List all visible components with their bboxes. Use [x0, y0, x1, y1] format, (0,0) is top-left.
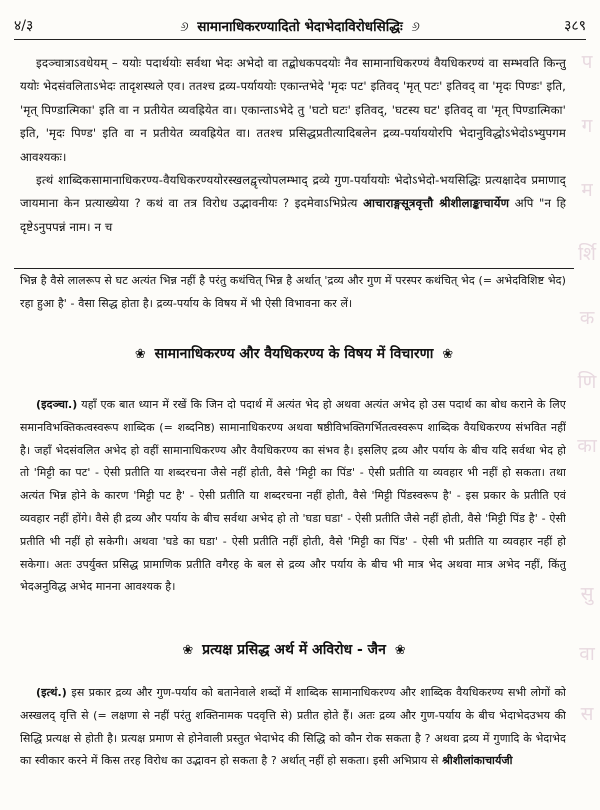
- running-title: [84, 17, 516, 35]
- page-number: ३८९: [564, 18, 586, 34]
- section-heading-1: [14, 344, 574, 363]
- right-ornament-icon: ୬: [411, 19, 420, 35]
- sanskrit-text: इत्थं शाब्दिकसामानाधिकरण्य-वैयधिकरण्ययोरस्खलद्वृत्त्योपलम्भाद् द्रव्ये गुण-पर्याययोः भेदोऽभेदो-भयसिद्धिः प्रत्यक्षादेव प्रमाणाद् जायमाना केन प्रत्याख्येया ? कथं वा तत्र विरोध उद्भावनीयः ? इदमेवाऽभिप्रेत्य: [20, 173, 566, 211]
- side-char: सु: [580, 583, 594, 605]
- paragraph-label: (इत्थं.): [36, 686, 67, 699]
- hindi-body: यहाँ एक बात ध्यान में रखें कि जिन दो पदार्थ में अत्यंत भेद हो अथवा अत्यंत अभेद हो उस पदार्थ का बोध कराने के लिए समानविभक्तिकत्वस्वरूप शाब्दिक (= शब्दनिष्ठ) सामानाधिकरण्य अथवा षष्ठीविभक्तिगर्भितत्वस्वरूप शाब्दिक वैयधिकरण्य संभवित नहीं है। जहाँ भेदसंवलित अभेद हो वहीं सामानाधिकरण्य और वैयधिकरण्य का संभव है। इसलिए द्रव्य और पर्याय के बीच यदि सर्वथा भेद हो तो 'मिट्टी का पट' - ऐसी प्रतीति या शब्दरचना जैसे नहीं होती, वैसे 'मिट्टी का पिंड' - ऐसी प्रतीति या व्यवहार भी नहीं हो सकता। तथा अत्यंत भिन्न होने के कारण 'मिट्टी पट है' - ऐसी प्रतीति या शब्दरचना नहीं होती, वैसे 'मिट्टी पिंडस्वरूप है' - इस प्रकार के प्रतीति एवं व्यवहार नहीं होंगे। वैसे ही द्रव्य और पर्याय के बीच सर्वथा अभेद हो तो 'घडा घडा' - ऐसी प्रतीति जैसे नहीं होती, वैसे 'मिट्टी पिंड है' - ऐसी प्रतीति भी नहीं हो सकेगी। अथवा 'घडे का घडा' - ऐसी प्रतीति नहीं होती, वैसे 'मिट्टी का पिंड' - ऐसी भी प्रतीति या व्यवहार नहीं हो सकेगा। अतः उपर्युक्त प्रसिद्ध प्रामाणिक प्रतीति वगैरह के बल से द्रव्य और पर्याय के बीच भी मात्र भेद अथवा मात्र अभेद नहीं, किंतु भेदअनुविद्ध अभेद मानना आवश्यक है।: [20, 398, 566, 594]
- flower-icon: ❀: [182, 643, 194, 658]
- flower-icon: ❀: [394, 643, 406, 658]
- left-ornament-icon: ୬: [180, 19, 189, 35]
- sanskrit-paragraph: [20, 169, 566, 239]
- side-ornament-top: [574, 48, 600, 458]
- side-char: का: [577, 435, 597, 457]
- side-char: क: [579, 307, 595, 329]
- hindi-text: [20, 682, 566, 773]
- flower-icon: ❀: [442, 347, 454, 362]
- hindi-text: [20, 394, 566, 599]
- side-char: र्शि: [578, 243, 596, 265]
- side-char: म: [581, 179, 593, 201]
- side-char: स: [580, 703, 594, 725]
- side-char: वा: [579, 643, 595, 665]
- section-divider: [14, 268, 574, 269]
- sanskrit-text: अपि "न हि दृष्टेऽनुपपन्नं नाम। न च: [20, 196, 566, 234]
- hindi-paragraph-3: [20, 682, 566, 773]
- citation-bold: आचाराङ्गसूत्रवृत्तौ श्रीशीलाङ्काचार्येण: [363, 196, 510, 211]
- section-number: ४/३: [14, 18, 34, 34]
- sanskrit-commentary: [20, 52, 566, 239]
- hindi-body: इस प्रकार द्रव्य और गुण-पर्याय को बतानेवाले शब्दों में शाब्दिक सामानाधिकरण्य और शाब्दिक वैयधिकरण्य सभी लोगों को अस्खलद् वृत्ति से (= लक्षणा से नहीं परंतु शक्तिनामक पदवृत्ति से) प्रतीत होते हैं। अतः द्रव्य और गुण-पर्याय के बीच भेदाभेदउभय की सिद्धि प्रत्यक्ष से होती है। प्रत्यक्ष प्रमाण से होनेवाली प्रस्तुत भेदाभेद की सिद्धि को कौन रोक सकता है ? अथवा द्रव्य में गुणादि के भेदाभेद का स्वीकार करने में किस तरह विरोध का उद्भावन हो सकता है ? अर्थात् नहीं हो सकता। इसी अभिप्राय से: [20, 686, 566, 768]
- sanskrit-paragraph: इदञ्चात्राऽवधेयम् – ययोः पदार्थयोः सर्वथा भेदः अभेदो वा तद्बोधकपदयोः नैव सामानाधिकरण्यं वैयधिकरण्यं वा सम्भवति किन्तु ययोः भेदसंवलिताऽभेदः तादृशस्थले एव। ततश्च द्रव्य-पर्याययोः एकान्तभेदे 'मृदः पट' इतिवद् 'मृत् पटः' इतिवद् वा 'मृदः पिण्डः' इति, 'मृत् पिण्डात्मिका' इति वा न प्रतीयेत व्यवह्रियेत वा। एकान्ताऽभेदे तु 'घटो घटः' इतिवद्, 'घटस्य घट' इतिवद् वा 'मृत् पिण्डात्मिका' इति, 'मृदः पिण्ड' इति वा न प्रतीयेत व्यवह्रियेत वा। ततश्च प्रसिद्धप्रतीत्यादिबलेन द्रव्य-पर्याययोरपि भेदानुविद्धोऽभेदोऽभ्युपगम आवश्यकः।: [20, 56, 566, 164]
- side-char: ग: [581, 115, 593, 137]
- paragraph-label: (इदञ्चा.): [36, 398, 78, 411]
- heading-text: प्रत्यक्ष प्रसिद्ध अर्थ में अविरोध - जैन: [202, 642, 386, 658]
- hindi-paragraph-2: [20, 394, 566, 599]
- author-name: श्रीशीलांकाचार्यजी: [442, 754, 513, 768]
- side-ornament-bottom: [574, 580, 600, 726]
- flower-icon: ❀: [134, 347, 146, 362]
- side-char: णि: [577, 371, 597, 393]
- page-header: [14, 0, 586, 40]
- section-heading-2: [14, 640, 574, 659]
- running-title-text: सामानाधिकरण्यादितो भेदाभेदाविरोधसिद्धिः: [197, 19, 403, 35]
- side-char: प: [581, 51, 593, 73]
- heading-text: सामानाधिकरण्य और वैयधिकरण्य के विषय में विचारणा: [154, 346, 434, 362]
- hindi-text: भिन्न है वैसे लालरूप से घट अत्यंत भिन्न नहीं है परंतु कथंचित् भिन्न है अर्थात् 'द्रव्य और गुण में परस्पर कथंचित् भेद (= अभेदविशिष्ट भेद) रहा हुआ है' - वैसा सिद्ध होता है। द्रव्य-पर्याय के विषय में भी ऐसी विभावना कर लें।: [20, 274, 566, 310]
- hindi-paragraph-1: [20, 270, 566, 316]
